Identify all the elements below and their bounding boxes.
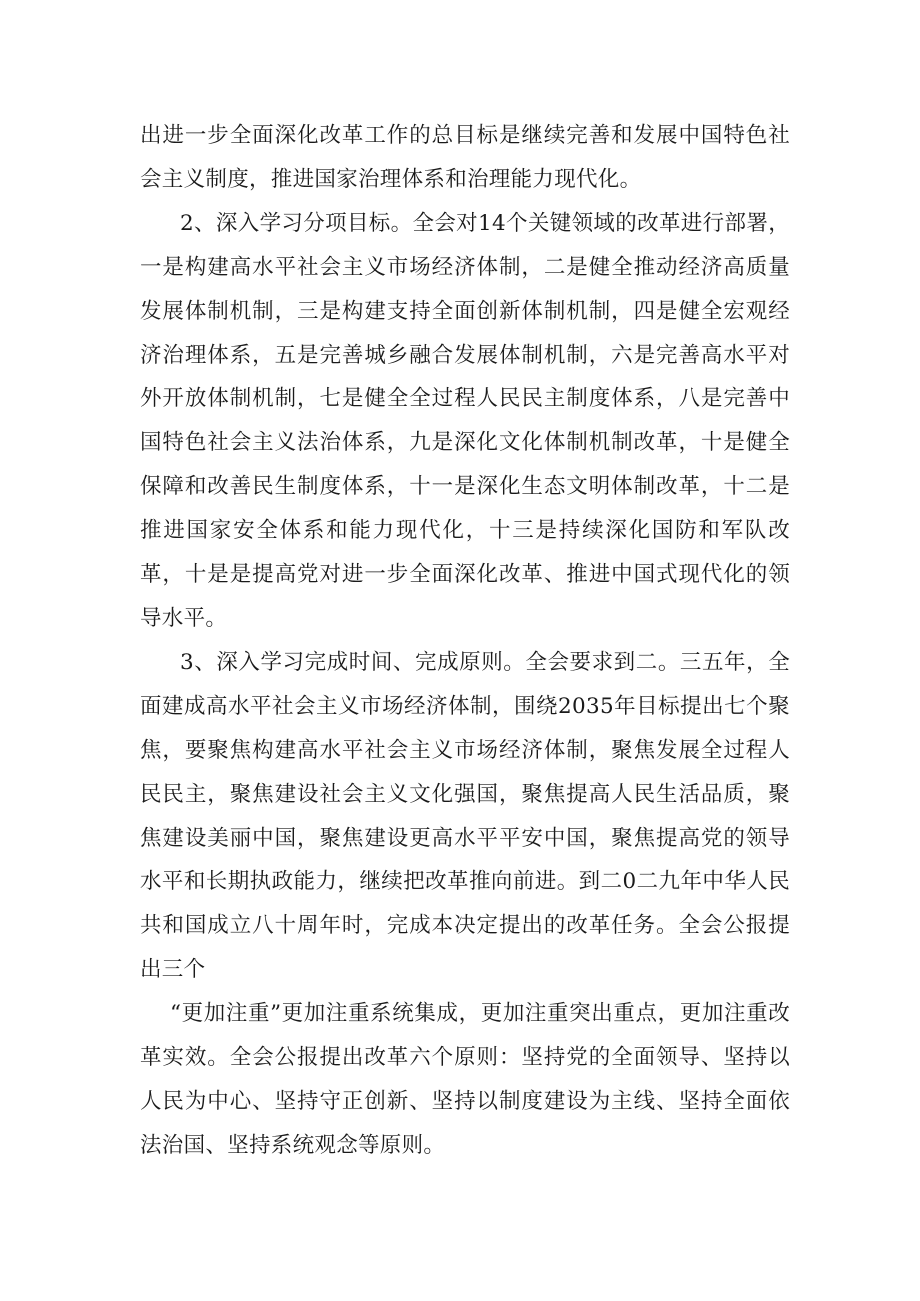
paragraph-timeline-principles: 3、深入学习完成时间、完成原则。全会要求到二。三五年，全面建成高水平社会主义市场经济体制，围绕2035年目标提出七个聚焦，要聚焦构建高水平社会主义市场经济体制，聚焦发展全过程人民民主，聚焦建设社会主义文化强国，聚焦提高人民生活品质，聚焦建设美丽中国，聚焦建设更高水平平安中国，聚焦提高党的领导水平和长期执政能力，继续把改革推向前进。到二0二九年中华人民共和国成立八十周年时，完成本决定提出的改革任务。全会公报提出三个 [140, 649, 790, 983]
document-body [140, 114, 790, 1168]
paragraph-three-emphases: “更加注重”更加注重系统集成，更加注重突出重点，更加注重改革实效。全会公报提出改革六个原则：坚持党的全面领导、坚持以人民为中心、坚持守正创新、坚持以制度建设为主线、坚持全面依法治国、坚持系统观念等原则。 [140, 1001, 790, 1158]
paragraph-sub-goals: 2、深入学习分项目标。全会对14个关键领域的改革进行部署，一是构建高水平社会主义市场经济体制，二是健全推动经济高质量发展体制机制，三是构建支持全面创新体制机制，四是健全宏观经济治理体系，五是完善城乡融合发展体制机制，六是完善高水平对外开放体制机制，七是健全全过程人民民主制度体系，八是完善中国特色社会主义法治体系，九是深化文化体制机制改革，十是健全保障和改善民生制度体系，十一是深化生态文明体制改革，十二是推进国家安全体系和能力现代化，十三是持续深化国防和军队改革，十是是提高党对进一步全面深化改革、推进中国式现代化的领导水平。 [140, 210, 790, 631]
paragraph-continuation: 出进一步全面深化改革工作的总目标是继续完善和发展中国特色社会主义制度，推进国家治理体系和治理能力现代化。 [140, 123, 790, 192]
